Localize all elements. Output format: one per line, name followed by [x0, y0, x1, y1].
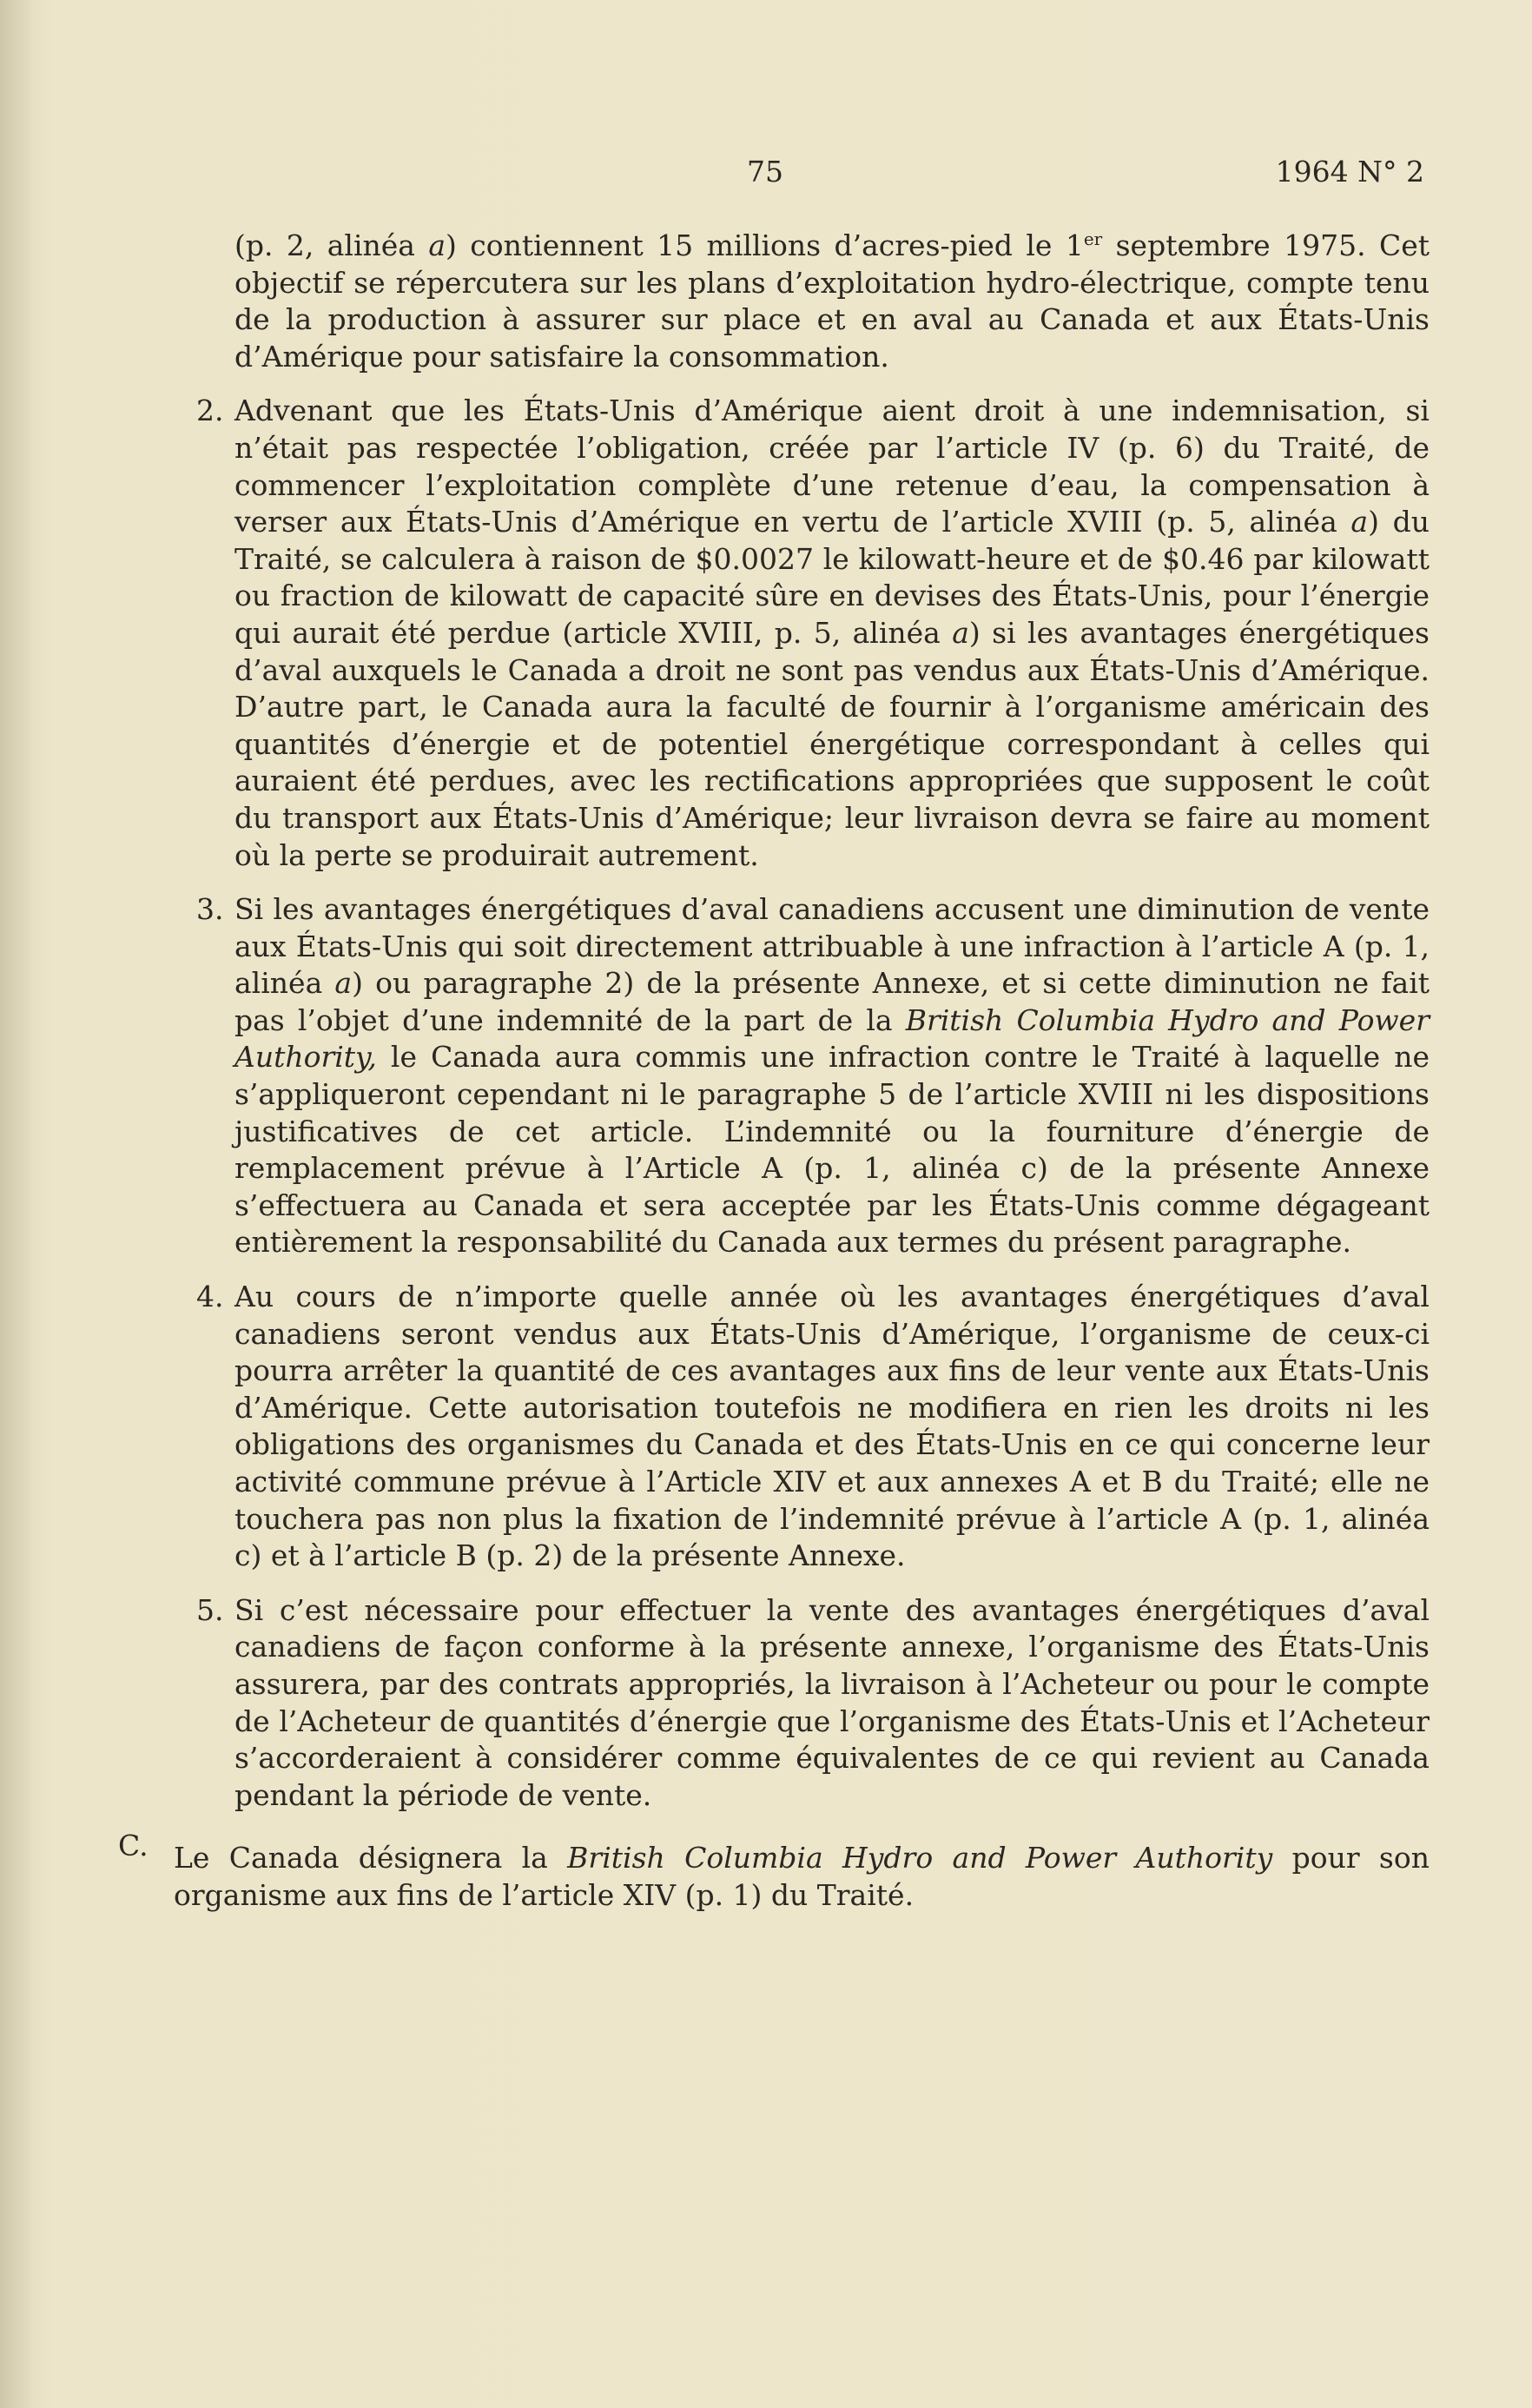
- italic-run: British Columbia Hydro and Power Authority: [567, 1841, 1273, 1875]
- text-run: pour son organisme aux fins de l’article XIV (p. 1) du Traité.: [174, 1841, 1430, 1912]
- page-number: 75: [747, 155, 783, 189]
- superscript: er: [1083, 228, 1103, 249]
- numbered-item-2: [196, 393, 1430, 874]
- italic-run: British Columbia Hydro and Power Authority,: [234, 1002, 1430, 1075]
- item-text: Au cours de n’importe quelle année où les avantages énergétiques d’aval canadiens seront vendus aux États-Unis d’Amérique, l’organisme de ceux-ci pourra arrêter la quantité de ces avantages aux fins de leur vente aux États-Unis d’Amérique. Cette autorisation toutefois ne modifiera en rien les droits ni les obligations des organismes du Canada et des États-Unis en ce qui concerne leur activité commune prévue à l’Article XIV et aux annexes A et B du Traité; elle ne touchera pas non plus la fixation de l’indemnité prévue à l’article A (p. 1, alinéa c) et à l’article B (p. 2) de la présente Annexe.: [234, 1280, 1430, 1573]
- item-text: [234, 891, 1430, 1261]
- continuation-paragraph: [234, 228, 1430, 375]
- section-text: [174, 1840, 1430, 1914]
- numbered-item-4: [196, 1279, 1430, 1575]
- text-run: (p. 2, alinéa: [234, 228, 429, 262]
- item-number: 5.: [196, 1592, 224, 1627]
- text-run: ) ou paragraphe 2) de la présente Annexe, et si cette diminution ne fait pas l’objet d’une indemnité de la part de la: [234, 966, 1430, 1037]
- item-text: Si c’est nécessaire pour effectuer la vente des avantages énergétiques d’aval canadiens de façon conforme à la présente annexe, l’organisme des États-Unis assurera, par des contrats appropriés, la livraison à l’Acheteur ou pour le compte de l’Acheteur de quantités d’énergie que l’organisme des États-Unis et l’Acheteur s’accorderaient à considérer comme équivalentes de ce qui revient au Canada pendant la période de vente.: [234, 1592, 1430, 1812]
- text-run: le Canada aura commis une infraction contre le Traité à laquelle ne s’appliqueront cependant ni le paragraphe 5 de l’article XVIII ni les dispositions justificatives de cet article. L’indemnité ou la fourniture d’énergie de remplacement prévue à l’Article A (p. 1, alinéa c) de la présente Annexe s’effectuera au Canada et sera acceptée par les États-Unis comme dégageant entièrement la responsabilité du Canada aux termes du présent paragraphe.: [234, 1040, 1430, 1260]
- body-text: [118, 228, 1430, 1915]
- item-text: [234, 393, 1430, 874]
- text-run: septembre 1975. Cet objectif se répercutera sur les plans d’exploitation hydro-électrique, compte tenu de la production à assurer sur place et en aval au Canada et aux États-Unis d’Amérique pour satisfaire la consommation.: [234, 228, 1430, 374]
- document-reference: 1964 N° 2: [1275, 155, 1424, 189]
- section-letter: C.: [118, 1829, 149, 1863]
- text-run: ) du Traité, se calculera à raison de $0.0027 le kilowatt-heure et de $0.46 par kilowatt ou fraction de kilowatt de capacité sûre en devises des États-Unis, pour l’énergie qui aurait été perdue (article XVIII, p. 5, alinéa: [234, 505, 1430, 650]
- text-run: ) contiennent 15 millions d’acres-pied le 1: [446, 228, 1084, 262]
- text-run: ) si les avantages énergétiques d’aval auxquels le Canada a droit ne sont pas vendus aux États-Unis d’Amérique. D’autre part, le Canada aura la faculté de fournir à l’organisme américain des quantités d’énergie et de potentiel énergétique correspondant à celles qui auraient été perdues, avec les rectifications appropriées que supposent le coût du transport aux États-Unis d’Amérique; leur livraison devra se faire au moment où la perte se produirait autrement.: [234, 615, 1430, 872]
- italic-run: a: [952, 615, 969, 650]
- page-header: [0, 155, 1532, 198]
- item-number: 2.: [196, 394, 224, 428]
- italic-run: a: [334, 966, 353, 1001]
- section-c: [118, 1829, 1430, 1914]
- italic-run: a: [428, 228, 446, 262]
- italic-run: a: [1350, 505, 1369, 539]
- text-run: Si les avantages énergétiques d’aval canadiens accusent une diminution de vente aux États-Unis qui soit directement attribuable à une infraction à l’article A (p. 1, alinéa: [234, 892, 1430, 1001]
- book-gutter-shadow: [0, 0, 33, 2408]
- text-run: Le Canada désignera la: [174, 1841, 568, 1875]
- numbered-item-3: [196, 891, 1430, 1261]
- item-number: 3.: [196, 892, 224, 927]
- numbered-item-5: [196, 1592, 1430, 1815]
- text-run: Advenant que les États-Unis d’Amérique aient droit à une indemnisation, si n’était pas respectée l’obligation, créée par l’article IV (p. 6) du Traité, de commencer l’exploitation complète d’une retenue d’eau, la compensation à verser aux États-Unis d’Amérique en vertu de l’article XVIII (p. 5, alinéa: [234, 394, 1430, 539]
- item-number: 4.: [196, 1280, 224, 1314]
